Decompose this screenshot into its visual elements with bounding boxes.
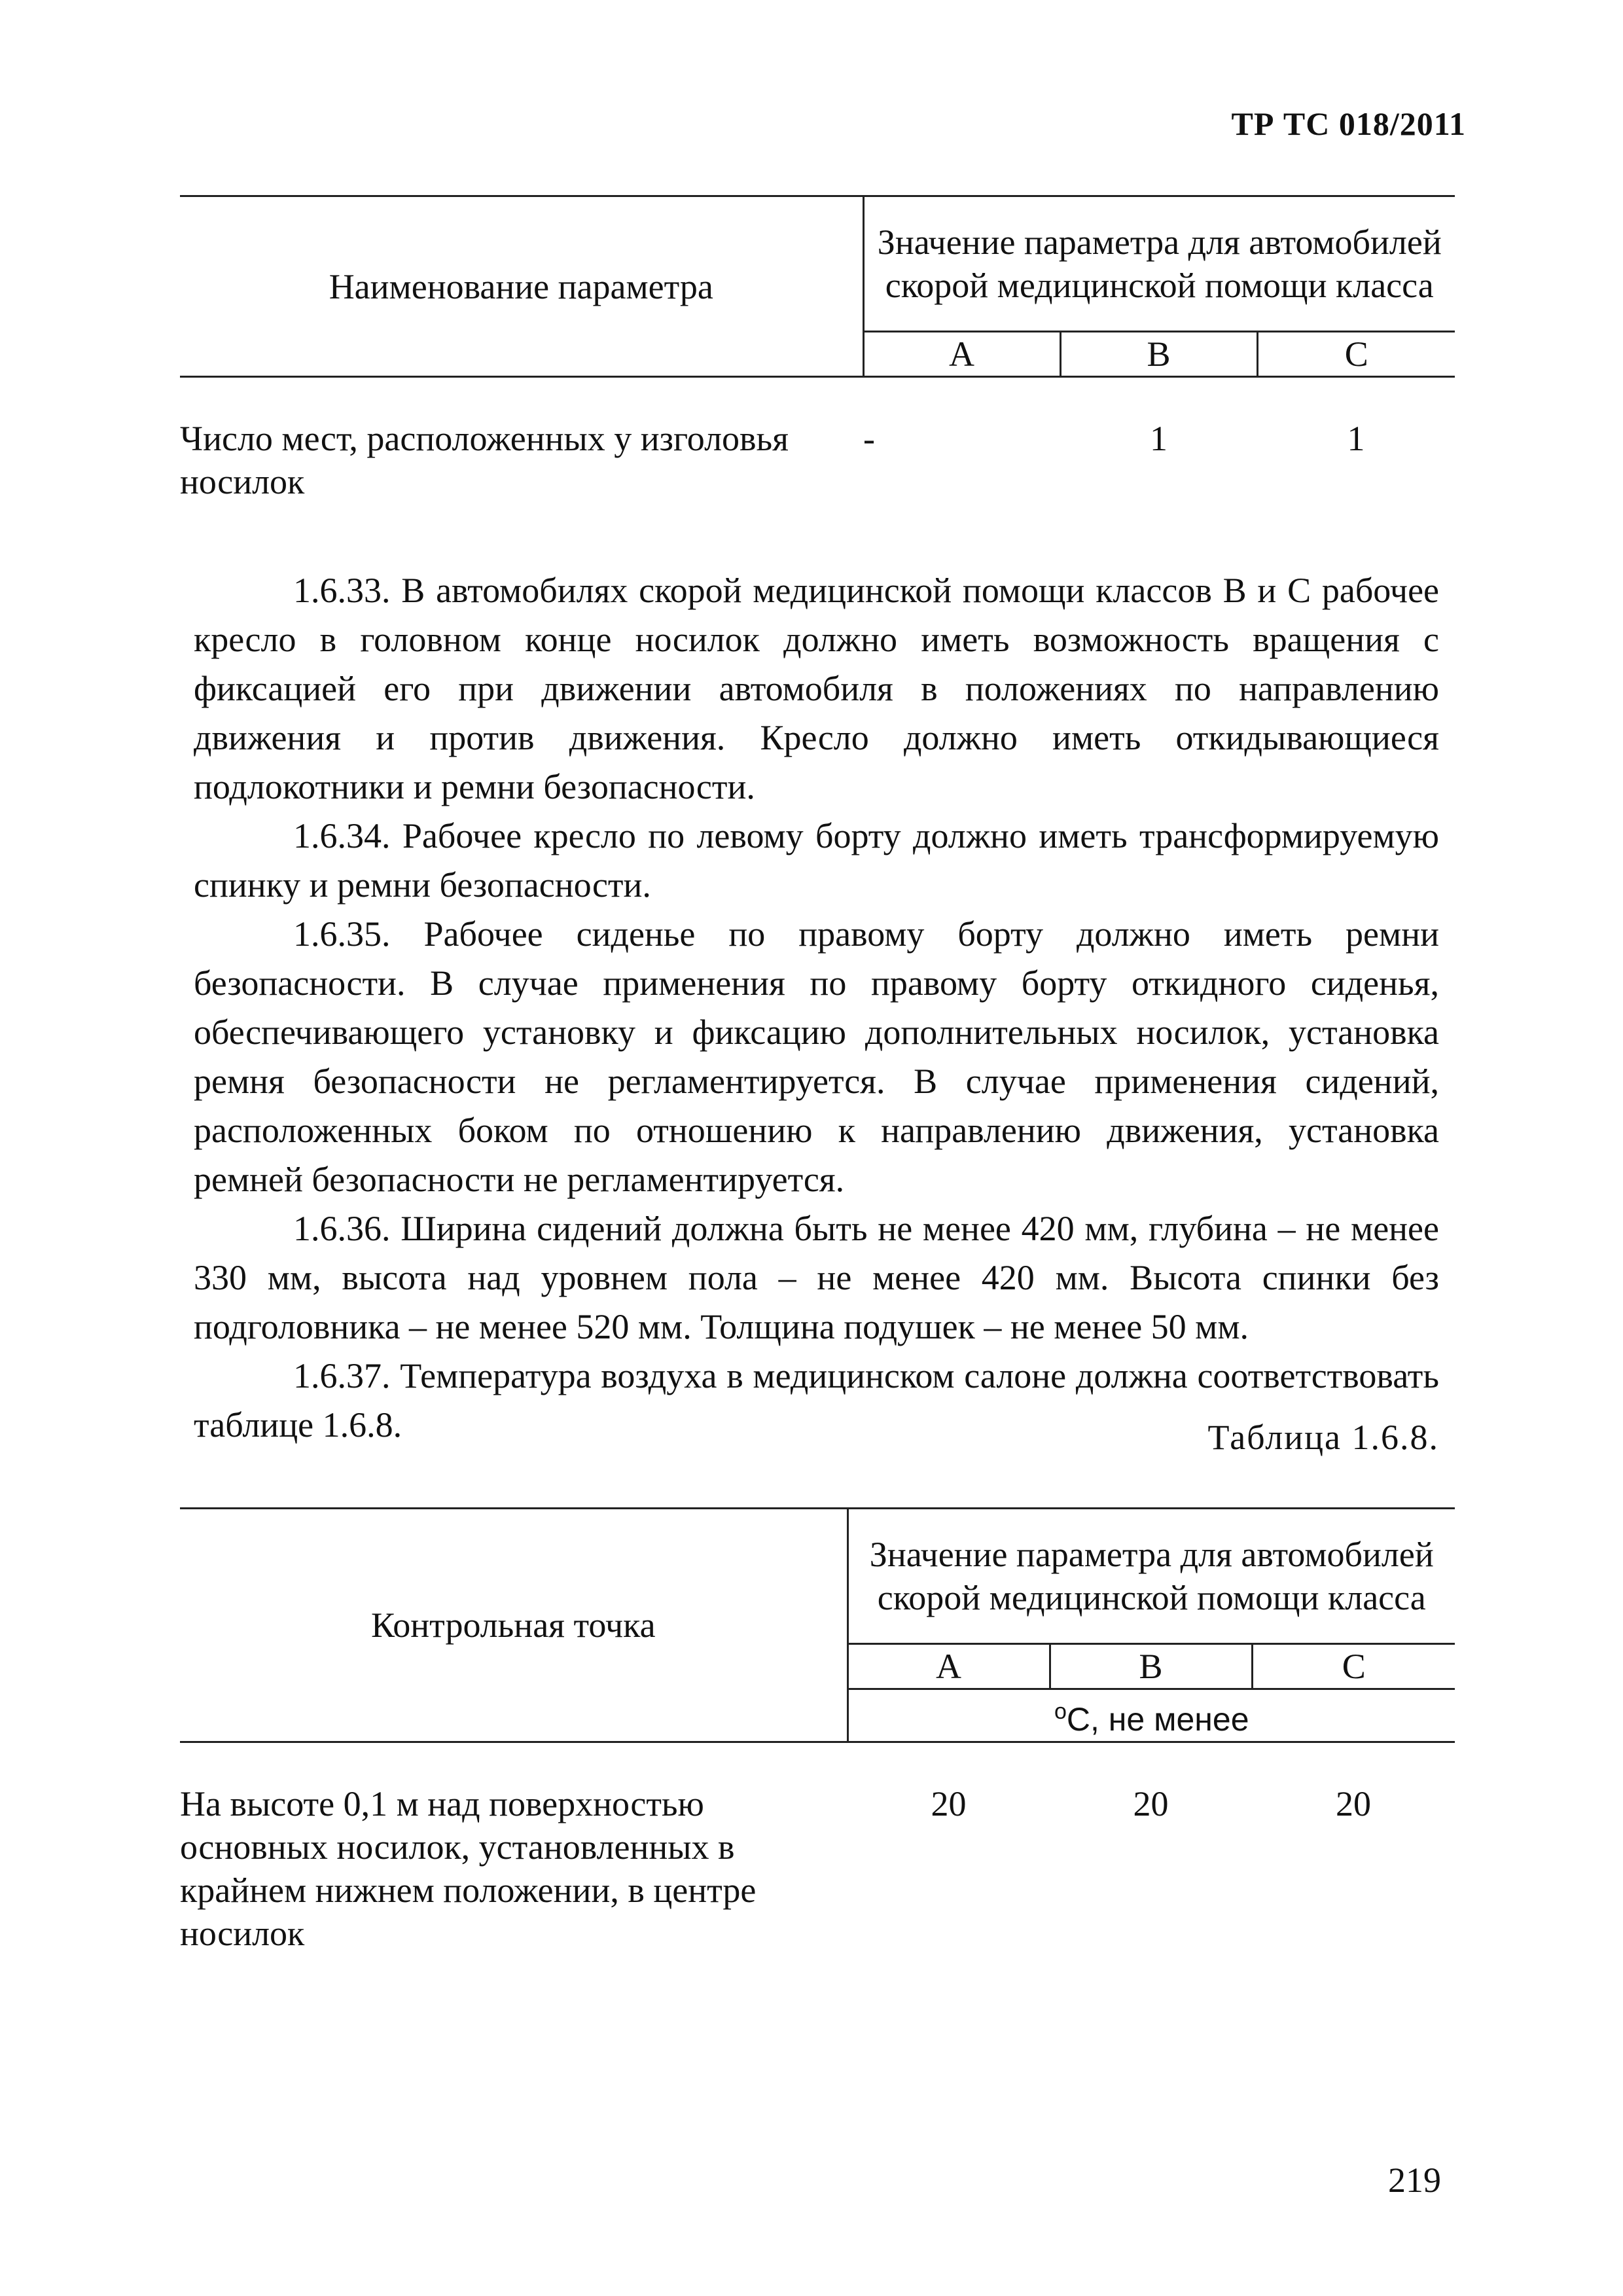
- paragraph-1-6-36: 1.6.36. Ширина сидений должна быть не менее 420 мм, глубина – не менее 330 мм, высота над уровнем пола – не менее 420 мм. Высота спинки без подголовника – не менее 520 мм. Толщина подушек – не менее 50 мм.: [194, 1209, 1439, 1346]
- row-value-class-a: 20: [931, 1784, 967, 1823]
- row-control-point: На высоте 0,1 м над поверхностью основных носилок, установленных в крайнем нижнем положении, в центре носилок: [180, 1784, 757, 1953]
- column-header-class-c: C: [1257, 332, 1455, 377]
- row-value-class-b: 1: [1150, 419, 1168, 458]
- column-header-control-point: Контрольная точка: [180, 1509, 847, 1742]
- degree-sign: o: [1054, 1699, 1067, 1724]
- document-code-header: ТР ТС 018/2011: [1231, 105, 1466, 142]
- column-header-class-a: A: [863, 332, 1060, 377]
- paragraph-1-6-33: 1.6.33. В автомобилях скорой медицинской помощи классов В и С рабочее кресло в головном конце носилок должно иметь возможность вращения с фиксацией его при движении автомобиля в положениях по направлению движения и против движения. Кресло должно иметь откидывающиеся подлокотники и ремни безопасности.: [194, 571, 1439, 806]
- table-row: [180, 417, 1455, 503]
- column-header-class-a: A: [847, 1644, 1050, 1689]
- paragraph-1-6-37: 1.6.37. Температура воздуха в медицинском салоне должна соответствовать таблице 1.6.8.: [194, 1356, 1439, 1444]
- column-header-parameter-value: Значение параметра для автомобилей скорой медицинской помощи класса: [863, 196, 1455, 332]
- table-caption: Таблица 1.6.8.: [1207, 1418, 1439, 1457]
- row-value-class-c: 20: [1336, 1784, 1372, 1823]
- table-row: [180, 1782, 1455, 1955]
- column-header-parameter-name: Наименование параметра: [180, 196, 863, 377]
- column-header-class-b: B: [1050, 1644, 1252, 1689]
- parameter-table-seats: [180, 195, 1455, 503]
- column-header-class-b: B: [1060, 332, 1257, 377]
- column-header-class-c: C: [1252, 1644, 1455, 1689]
- paragraph-1-6-34: 1.6.34. Рабочее кресло по левому борту должно иметь трансформируемую спинку и ремни безопасности.: [194, 816, 1439, 905]
- column-header-parameter-value: Значение параметра для автомобилей скорой медицинской помощи класса: [847, 1509, 1455, 1644]
- row-value-class-a: -: [863, 419, 875, 458]
- page-number: 219: [1388, 2161, 1441, 2200]
- row-value-class-c: 1: [1347, 419, 1365, 458]
- temperature-table: [180, 1507, 1455, 1955]
- column-header-unit: [847, 1689, 1455, 1742]
- row-parameter-name: Число мест, расположенных у изголовья носилок: [180, 419, 789, 501]
- unit-label: C, не менее: [1066, 1701, 1249, 1738]
- paragraph-1-6-35: 1.6.35. Рабочее сиденье по правому борту должно иметь ремни безопасности. В случае применения по правому борту откидного сиденья, обеспечивающего установку и фиксацию дополнительных носилок, установка ремня безопасности не регламентируется. В случае применения сидений, расположенных боком по отношению к направлению движения, установка ремней безопасности не регламентируется.: [194, 914, 1439, 1199]
- row-value-class-b: 20: [1133, 1784, 1169, 1823]
- body-text: [194, 566, 1439, 1450]
